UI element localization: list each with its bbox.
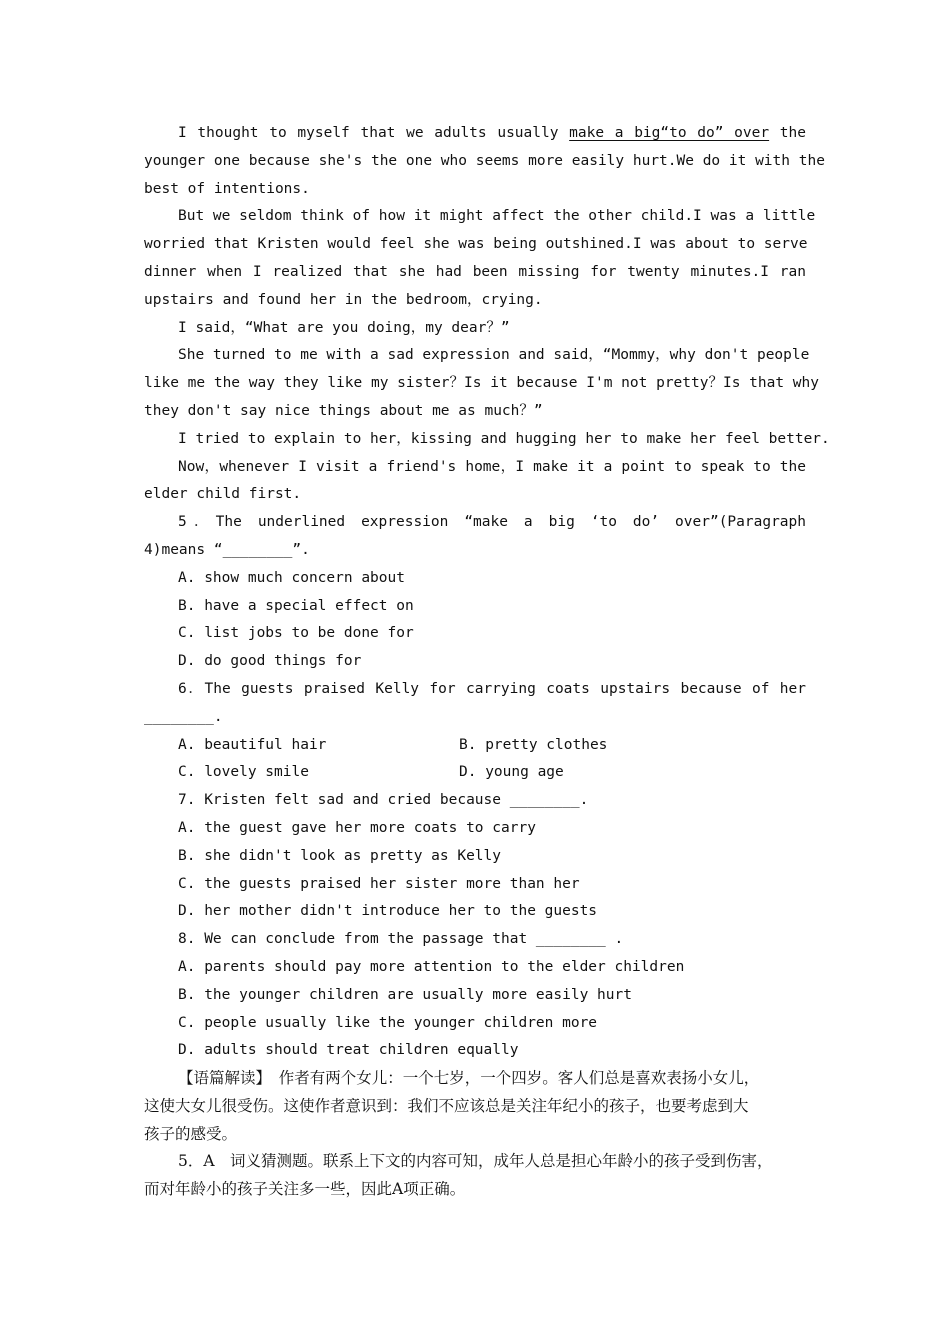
answer-option-row [144, 732, 806, 760]
document-body [144, 120, 830, 1204]
analysis-line: 孩子的感受。 [144, 1124, 238, 1143]
answer-option: A. parents should pay more attention to the elder children [178, 958, 685, 975]
text-run: I thought to myself that we adults usually [178, 125, 570, 141]
answer-option: B. have a special effect on [178, 597, 414, 614]
question-stem: 7. Kristen felt sad and cried because ________. [178, 792, 589, 809]
analysis-line [144, 1065, 806, 1093]
analysis-text: 作者有两个女儿：一个七岁，一个四岁。客人们总是喜欢表扬小女儿， [263, 1069, 760, 1088]
paragraph-line: She turned to me with a sad expression and said，“Mommy，why don't people [178, 347, 810, 364]
answer-option-row [144, 759, 806, 787]
answer-option: C. people usually like the younger children more [178, 1014, 598, 1031]
analysis-label: 【语篇解读】 [178, 1069, 264, 1088]
paragraph-line: dinner when I realized that she had been missing for twenty minutes.I ran [144, 263, 806, 280]
answer-option: D. adults should treat children equally [178, 1042, 519, 1059]
answer-explanation-line: 而对年龄小的孩子关注多一些，因此A项正确。 [144, 1180, 466, 1199]
question-stem: 5．The underlined expression “make a big ‘to do’ over”(Paragraph [178, 514, 806, 531]
text-run: the [769, 125, 806, 141]
paragraph-line: like me the way they like my sister？Is it because I'm not pretty？Is that why [144, 375, 820, 392]
answer-option: A. the guest gave her more coats to carry [178, 819, 536, 836]
paragraph-line: Now，whenever I visit a friend's home，I make it a point to speak to the [178, 458, 806, 475]
paragraph-line: elder child first. [144, 486, 302, 503]
paragraph-line: I said，“What are you doing，my dear？” [178, 319, 510, 336]
answer-option: A. beautiful hair [178, 736, 327, 753]
answer-option: B. pretty clothes [459, 736, 608, 753]
answer-option: C. lovely smile [178, 764, 309, 781]
analysis-line: 这使大女儿很受伤。这使作者意识到：我们不应该总是关注年纪小的孩子，也要考虑到大 [144, 1096, 749, 1115]
question-stem: 4)means “________”. [144, 541, 310, 558]
answer-option: D. young age [459, 764, 564, 781]
paragraph-line: younger one because she's the one who seems more easily hurt.We do it with the [144, 152, 825, 169]
answer-option: D. her mother didn't introduce her to the guests [178, 903, 598, 920]
answer-explanation-line: 5．A 词义猜测题。联系上下文的内容可知，成年人总是担心年龄小的孩子受到伤害， [178, 1152, 773, 1171]
paragraph-line: best of intentions. [144, 180, 310, 197]
paragraph-line: worried that Kristen would feel she was being outshined.I was about to serve [144, 236, 808, 253]
answer-option: D. do good things for [178, 653, 362, 670]
question-stem: 6．The guests praised Kelly for carrying coats upstairs because of her [178, 680, 806, 697]
paragraph-line: I tried to explain to her，kissing and hugging her to make her feel better. [178, 430, 830, 447]
underlined-expression: make a big“to do” over [569, 125, 770, 141]
paragraph-line: upstairs and found her in the bedroom，crying. [144, 291, 543, 308]
answer-option: C. list jobs to be done for [178, 625, 414, 642]
answer-option: C. the guests praised her sister more than her [178, 875, 580, 892]
answer-option: A. show much concern about [178, 569, 405, 586]
paragraph-line [144, 120, 806, 148]
question-stem: ________. [144, 708, 223, 725]
question-stem: 8. We can conclude from the passage that ________ . [178, 931, 624, 948]
paragraph-line: they don't say nice things about me as much？” [144, 402, 543, 419]
answer-option: B. she didn't look as pretty as Kelly [178, 847, 502, 864]
paragraph-line: But we seldom think of how it might affect the other child.I was a little [178, 208, 816, 225]
answer-option: B. the younger children are usually more easily hurt [178, 986, 632, 1003]
